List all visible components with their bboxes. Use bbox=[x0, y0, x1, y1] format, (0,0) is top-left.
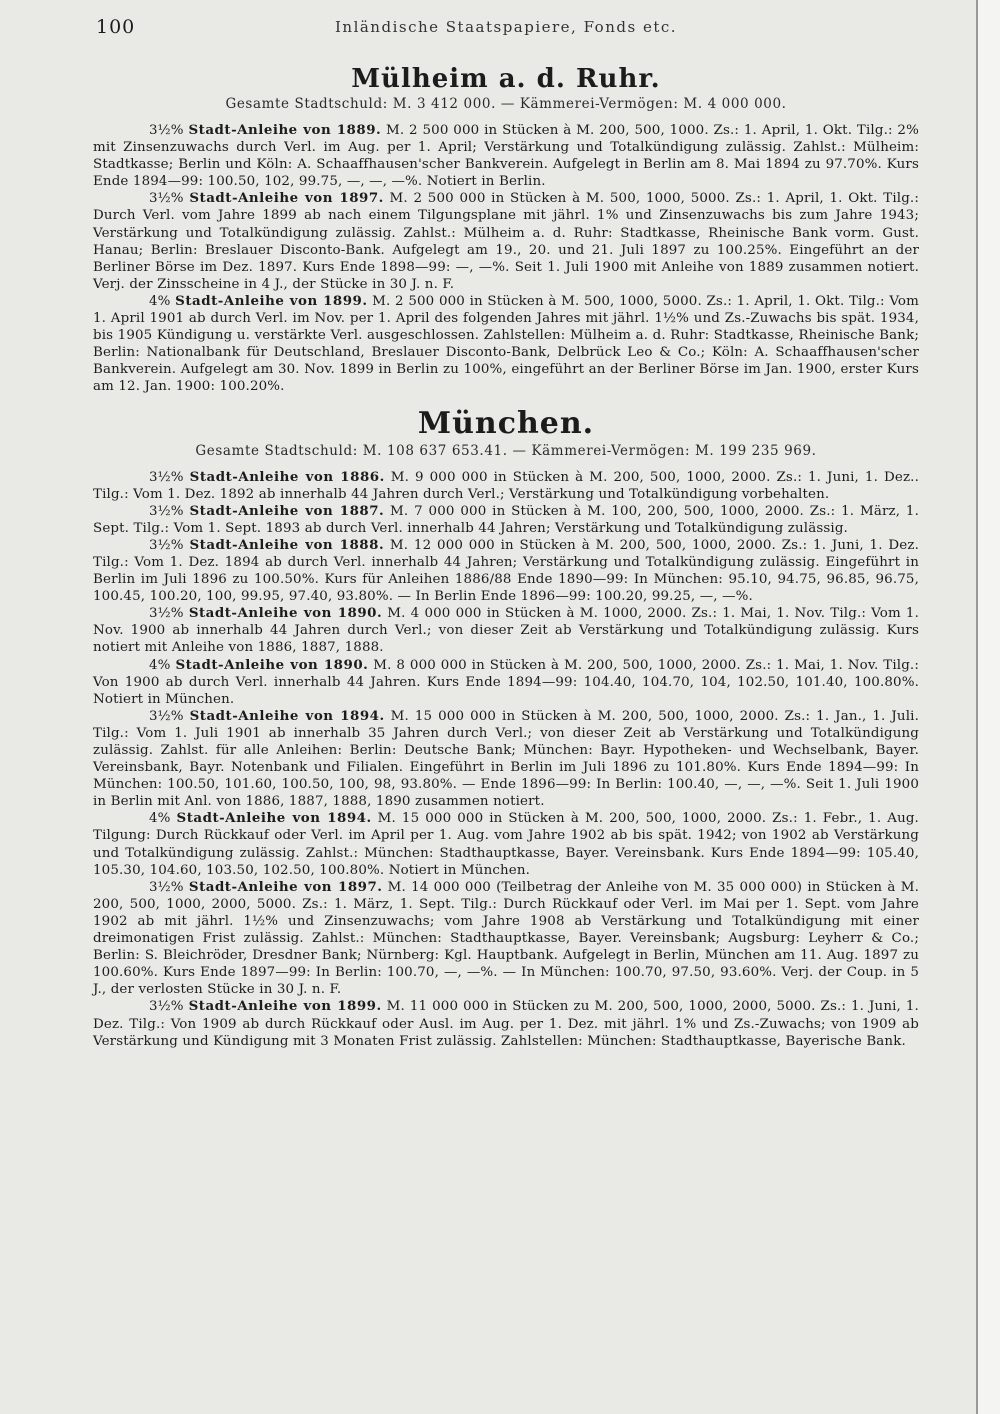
section-summary: Gesamte Stadtschuld: M. 108 637 653.41. — Kämmerei-Vermögen: M. 199 235 969. bbox=[195, 442, 817, 459]
loan-entry bbox=[93, 810, 919, 878]
loan-name: Stadt-Anleihe von 1890. bbox=[188, 605, 383, 622]
loan-text: M. 12 000 000 in Stücken à M. 200, 500, 1000, 2000. Zs.: 1. Juni, 1. Dez. Tilg.: Vom 1. Dez. 1894 ab durch Verl. innerhalb 44 Jahren; Verstärkung und Totalkündigung zulässig. Eingeführt in Berlin im Juli 1896 zu 100.50%. Kurs für Anleihen 1886/88 Ende 1890—99: In München: 95.10, 94.75, 96.85, 96.75, 100.45, 100.20, 100, 99.95, 97.40, 93.80%. — In Berlin Ende 1896—99: 100.20, 99.25, —, —%. bbox=[93, 537, 919, 605]
loan-text: M. 11 000 000 in Stücken zu M. 200, 500, 1000, 2000, 5000. Zs.: 1. Juni, 1. Dez. Tilg.: Von 1909 ab durch Rückkauf oder Ausl. im Aug. per 1. Dez. mit jährl. 1% und Zs.-Zuwachs; von 1909 ab Verstärkung und Kündigung mit 3 Monaten Frist zulässig. Zahlstellen: München: Stadthauptkasse, Bayerische Bank. bbox=[93, 999, 919, 1049]
loan-rate: 4% bbox=[149, 293, 171, 309]
loan-entry bbox=[93, 537, 919, 605]
loan-entry bbox=[93, 503, 919, 537]
loan-name: Stadt-Anleihe von 1897. bbox=[189, 190, 384, 207]
page-number: 100 bbox=[96, 16, 136, 38]
loan-rate: 3½% bbox=[149, 999, 184, 1015]
section-title: München. bbox=[417, 405, 595, 441]
loan-entry bbox=[93, 708, 919, 811]
loan-name: Stadt-Anleihe von 1886. bbox=[189, 468, 385, 485]
loan-entry bbox=[93, 293, 919, 396]
page-content bbox=[93, 60, 919, 1050]
loan-text: M. 15 000 000 in Stücken à M. 200, 500, 1000, 2000. Zs.: 1. Febr., 1. Aug. Tilgung: Durch Rückkauf oder Verl. im April per 1. Aug. vom Jahre 1902 ab bis spät. 1942; von 1902 ab Verstärkung und Totalkündigung zulässig. Zahlst.: München: Stadthauptkasse, Bayer. Vereinsbank. Kurs Ende 1894—99: 105.40, 105.30, 104.60, 103.50, 102.50, 100.80%. Notiert in München. bbox=[93, 811, 919, 878]
loan-name: Stadt-Anleihe von 1890. bbox=[175, 656, 369, 673]
loan-name: Stadt-Anleihe von 1888. bbox=[189, 536, 385, 553]
loan-name: Stadt-Anleihe von 1899. bbox=[175, 292, 368, 309]
loan-entry bbox=[93, 190, 919, 293]
loan-rate: 3½% bbox=[149, 469, 184, 485]
section-summary: Gesamte Stadtschuld: M. 3 412 000. — Kämmerei-Vermögen: M. 4 000 000. bbox=[225, 96, 787, 112]
loan-rate: 3½% bbox=[149, 537, 184, 553]
loan-entry bbox=[93, 605, 919, 656]
loan-text: M. 15 000 000 in Stücken à M. 200, 500, 1000, 2000. Zs.: 1. Jan., 1. Juli. Tilg.: Vom 1. Juli 1901 ab innerhalb 35 Jahren durch Verl.; von dieser Zeit ab Verstärkung und Totalkündigung zulässig. Zahlst. für alle Anleihen: Berlin: Deutsche Bank; München: Bayr. Hypotheken- und Wechselbank, Bayer. Vereinsbank, Bayr. Notenbank und Filialen. Eingeführt in Berlin im Juli 1896 zu 101.80%. Kurs Ende 1894—99: In München: 100.50, 101.60, 100.50, 100, 98, 93.80%. — Ende 1896—99: In Berlin: 100.40, —, —, —%. Seit 1. Juli 1900 in Berlin mit Anl. von 1886, 1887, 1888, 1890 zusammen notiert. bbox=[93, 708, 919, 810]
page-header bbox=[96, 16, 916, 42]
loan-rate: 3½% bbox=[149, 191, 184, 207]
loan-name: Stadt-Anleihe von 1887. bbox=[189, 502, 385, 519]
section-muenchen bbox=[93, 406, 919, 1050]
loan-rate: 4% bbox=[149, 811, 171, 827]
loan-name: Stadt-Anleihe von 1889. bbox=[188, 122, 382, 138]
loan-text: M. 2 500 000 in Stücken à M. 200, 500, 1000. Zs.: 1. April, 1. Okt. Tilg.: 2% mit Zinsenzuwachs durch Verl. im Aug. per 1. April; Verstärkung und Totalkündigung zulässig. Zahlst.: Mülheim: Stadtkasse; Berlin und Köln: A. Schaaffhausen'scher Bankverein. Aufgelegt in Berlin am 8. Mai 1894 zu 97.70%. Kurs Ende 1894—99: 100.50, 102, 99.75, —, —, —%. Notiert in Berlin. bbox=[93, 123, 919, 190]
loan-name: Stadt-Anleihe von 1899. bbox=[188, 998, 382, 1015]
loan-rate: 3½% bbox=[149, 606, 184, 622]
page-margin-right bbox=[978, 0, 1000, 1414]
running-head: Inländische Staatspapiere, Fonds etc. bbox=[334, 18, 678, 36]
loan-name: Stadt-Anleihe von 1897. bbox=[188, 878, 383, 895]
loan-rate: 3½% bbox=[149, 503, 184, 519]
page-edge-line bbox=[976, 0, 978, 1414]
loan-text: M. 7 000 000 in Stücken à M. 100, 200, 500, 1000, 2000. Zs.: 1. März, 1. Sept. Tilg.: Vom 1. Sept. 1893 ab durch Verl. innerhalb 44 Jahren; Verstärkung und Totalkündigung zulässig. bbox=[93, 503, 919, 536]
loan-text: M. 2 500 000 in Stücken à M. 500, 1000, 5000. Zs.: 1. April, 1. Okt. Tilg.: Vom 1. April 1901 ab durch Verl. im Nov. per 1. April des folgenden Jahres mit jährl. 1½% und Zs.-Zuwachs bis spät. 1934, bis 1905 Kündigung u. verstärkte Verl. ausgeschlossen. Zahlstellen: Mülheim a. d. Ruhr: Stadtkasse, Rheinische Bank; Berlin: Nationalbank für Deutschland, Breslauer Disconto-Bank, Delbrück Leo & Co.; Köln: A. Schaaffhausen'scher Bankverein. Aufgelegt am 30. Nov. 1899 in Berlin zu 100%, eingeführt an der Berliner Börse im Jan. 1900, erster Kurs am 12. Jan. 1900: 100.20%. bbox=[93, 293, 919, 395]
loan-rate: 3½% bbox=[149, 123, 184, 138]
loan-text: M. 14 000 000 (Teilbetrag der Anleihe von M. 35 000 000) in Stücken à M. 200, 500, 1000, 2000, 5000. Zs.: 1. März, 1. Sept. Tilg.: Durch Rückkauf oder Verl. im Mai per 1. Sept. vom Jahre 1902 ab mit jährl. 1½% und Zinsenzuwachs; vom Jahre 1908 ab Verstärkung und Totalkündigung mit einer dreimonatigen Frist zulässig. Zahlst.: München: Stadthauptkasse, Bayer. Vereinsbank; Augsburg: Leyherr & Co.; Berlin: S. Bleichröder, Dresdner Bank; Nürnberg: Kgl. Hauptbank. Aufgelegt in Berlin, München am 11. Aug. 1897 zu 100.60%. Kurs Ende 1897—99: In Berlin: 100.70, —, —%. — In München: 100.70, 97.50, 93.60%. Verj. der Coup. in 5 J., der verlosten Stücke in 30 J. n. F. bbox=[93, 879, 919, 998]
loan-rate: 3½% bbox=[149, 708, 184, 724]
loan-text: M. 4 000 000 in Stücken à M. 1000, 2000. Zs.: 1. Mai, 1. Nov. Tilg.: Vom 1. Nov. 1900 ab innerhalb 44 Jahren durch Verl.; von dieser Zeit ab Verstärkung und Totalkündigung zulässig. Kurs notiert mit Anleihe von 1886, 1887, 1888. bbox=[93, 606, 919, 656]
loan-text: M. 2 500 000 in Stücken à M. 500, 1000, 5000. Zs.: 1. April, 1. Okt. Tilg.: Durch Verl. vom Jahre 1899 ab nach einem Tilgungsplane mit jährl. 1% und Zinsenzuwachs bis zum Jahre 1943; Verstärkung und Totalkündigung zulässig. Zahlst.: Mülheim a. d. Ruhr: Stadtkasse, Rheinische Bank vorm. Gust. Hanau; Berlin: Breslauer Disconto-Bank. Aufgelegt am 19., 20. und 21. Juli 1897 zu 100.25%. Eingeführt an der Berliner Börse im Dez. 1897. Kurs Ende 1898—99: —, —%. Seit 1. Juli 1900 mit Anleihe von 1889 zusammen notiert. Verj. der Zinsscheine in 4 J., der Stücke in 30 J. n. F. bbox=[93, 191, 919, 292]
loan-rate: 4% bbox=[149, 657, 171, 673]
loan-entry bbox=[93, 657, 919, 708]
loan-name: Stadt-Anleihe von 1894. bbox=[189, 707, 385, 724]
loan-entry bbox=[93, 122, 919, 190]
loan-text: M. 8 000 000 in Stücken à M. 200, 500, 1000, 2000. Zs.: 1. Mai, 1. Nov. Tilg.: Von 1900 ab durch Verl. innerhalb 44 Jahren. Kurs Ende 1894—99: 104.40, 104.70, 104, 102.50, 101.40, 100.80%. Notiert in München. bbox=[93, 657, 919, 707]
loan-entry bbox=[93, 469, 919, 503]
section-title: Mülheim a. d. Ruhr. bbox=[351, 64, 661, 94]
loan-entry bbox=[93, 998, 919, 1049]
loan-text: M. 9 000 000 in Stücken à M. 200, 500, 1000, 2000. Zs.: 1. Juni, 1. Dez.. Tilg.: Vom 1. Dez. 1892 ab innerhalb 44 Jahren durch Verl.; Verstärkung und Totalkündigung vorbehalten. bbox=[93, 469, 919, 502]
section-muelheim bbox=[93, 64, 919, 396]
loan-name: Stadt-Anleihe von 1894. bbox=[176, 810, 372, 827]
loan-entry bbox=[93, 879, 919, 999]
loan-rate: 3½% bbox=[149, 879, 184, 895]
